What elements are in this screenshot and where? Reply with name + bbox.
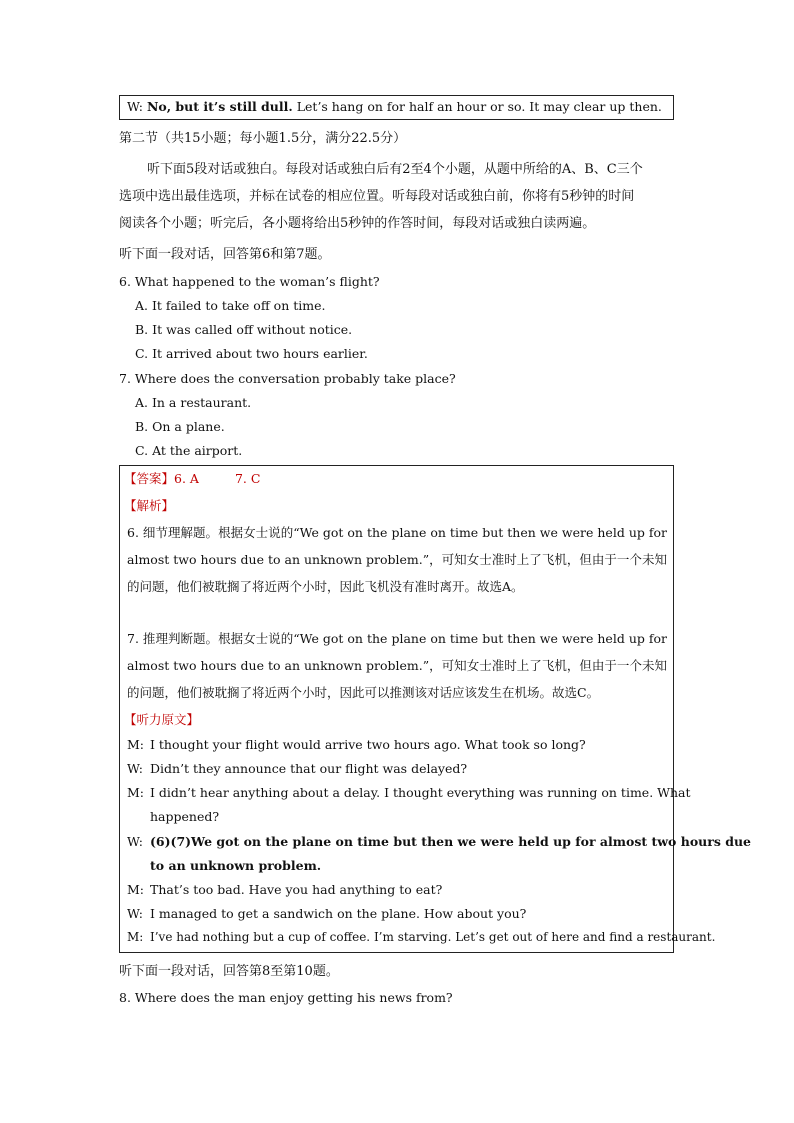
speaker-label: W: (127, 99, 143, 114)
transcript-text: That’s too bad. Have you had anything to eat? (150, 882, 443, 897)
question-7: 7. Where does the conversation probably take place? (119, 371, 456, 386)
speaker-label: M: (127, 930, 144, 944)
transcript-text: I’ve had nothing but a cup of coffee. I’m starving. Let’s get out of here and find a restaurant. (150, 930, 716, 944)
intro-6-7: 听下面一段对话，回答第6和第7题。 (119, 247, 331, 262)
option-7c: C. At the airport. (135, 443, 243, 458)
transcript-label: 【听力原文】 (124, 712, 200, 727)
transcript-line (127, 737, 586, 752)
transcript-line-key (127, 858, 321, 873)
transcript-text: (6)(7)We got on the plane on time but then we were held up for almost two hours due (150, 834, 751, 849)
transcript-text: happened? (150, 809, 220, 824)
option-6a: A. It failed to take off on time. (135, 298, 326, 313)
speaker-label: W: (127, 761, 143, 776)
section-heading: 第二节（共15小题；每小题1.5分，满分22.5分） (119, 131, 407, 146)
transcript-line (127, 882, 442, 897)
speaker-label: W: (127, 906, 143, 921)
instruction-line-3: 阅读各个小题；听完后，各小题将给出5秒钟的作答时间，每段对话或独白读两遍。 (119, 216, 596, 231)
speaker-label: M: (127, 785, 145, 800)
speaker-label: M: (127, 882, 145, 897)
answer-label: 【答案】 (124, 471, 175, 486)
option-7a: A. In a restaurant. (135, 395, 252, 410)
transcript-text: to an unknown problem. (150, 858, 322, 873)
transcript-line (127, 930, 715, 944)
transcript-text: Didn’t they announce that our flight was delayed? (150, 761, 468, 776)
explanation-7-line-3: 的问题，他们被耽搁了将近两个小时，因此可以推测该对话应该发生在机场。故选C。 (127, 685, 600, 700)
transcript-line (127, 785, 691, 800)
explanation-6-line-2: almost two hours due to an unknown problem.”，可知女士准时上了飞机，但由于一个未知 (127, 552, 667, 567)
bold-text: No, but it’s still dull. (146, 99, 293, 114)
top-transcript-line (127, 99, 662, 114)
explanation-6-line-1: 6. 细节理解题。根据女士说的“We got on the plane on time but then we were held up for (127, 525, 667, 540)
intro-8-10: 听下面一段对话，回答第8至第10题。 (119, 964, 339, 979)
transcript-line (127, 809, 219, 824)
option-6b: B. It was called off without notice. (135, 322, 353, 337)
speaker-label: M: (127, 737, 145, 752)
transcript-line (127, 761, 467, 776)
analysis-label: 【解析】 (124, 498, 175, 513)
question-6: 6. What happened to the woman’s flight? (119, 274, 380, 289)
answer-7: 7. C (234, 471, 261, 486)
option-6c: C. It arrived about two hours earlier. (135, 346, 368, 361)
speaker-label: W: (127, 834, 143, 849)
transcript-text: I didn’t hear anything about a delay. I thought everything was running on time. What (150, 785, 691, 800)
answer-6: 6. A (174, 471, 199, 486)
transcript-line-key (127, 834, 751, 849)
transcript-text: I managed to get a sandwich on the plane. How about you? (150, 906, 527, 921)
instruction-line-1: 听下面5段对话或独白。每段对话或独白后有2至4个小题，从题中所给的A、B、C三个 (147, 162, 643, 177)
transcript-text: I thought your flight would arrive two hours ago. What took so long? (150, 737, 586, 752)
explanation-6-line-3: 的问题，他们被耽搁了将近两个小时，因此飞机没有准时离开。故选A。 (127, 579, 524, 594)
option-7b: B. On a plane. (135, 419, 225, 434)
explanation-7-line-1: 7. 推理判断题。根据女士说的“We got on the plane on time but then we were held up for (127, 631, 667, 646)
transcript-line (127, 906, 526, 921)
instruction-line-2: 选项中选出最佳选项，并标在试卷的相应位置。听每段对话或独白前，你将有5秒钟的时间 (119, 189, 635, 204)
answer-line (124, 469, 260, 487)
explanation-7-line-2: almost two hours due to an unknown problem.”，可知女士准时上了飞机，但由于一个未知 (127, 658, 667, 673)
plain-text: Let’s hang on for half an hour or so. It may clear up then. (292, 99, 662, 114)
question-8: 8. Where does the man enjoy getting his news from? (119, 990, 453, 1005)
